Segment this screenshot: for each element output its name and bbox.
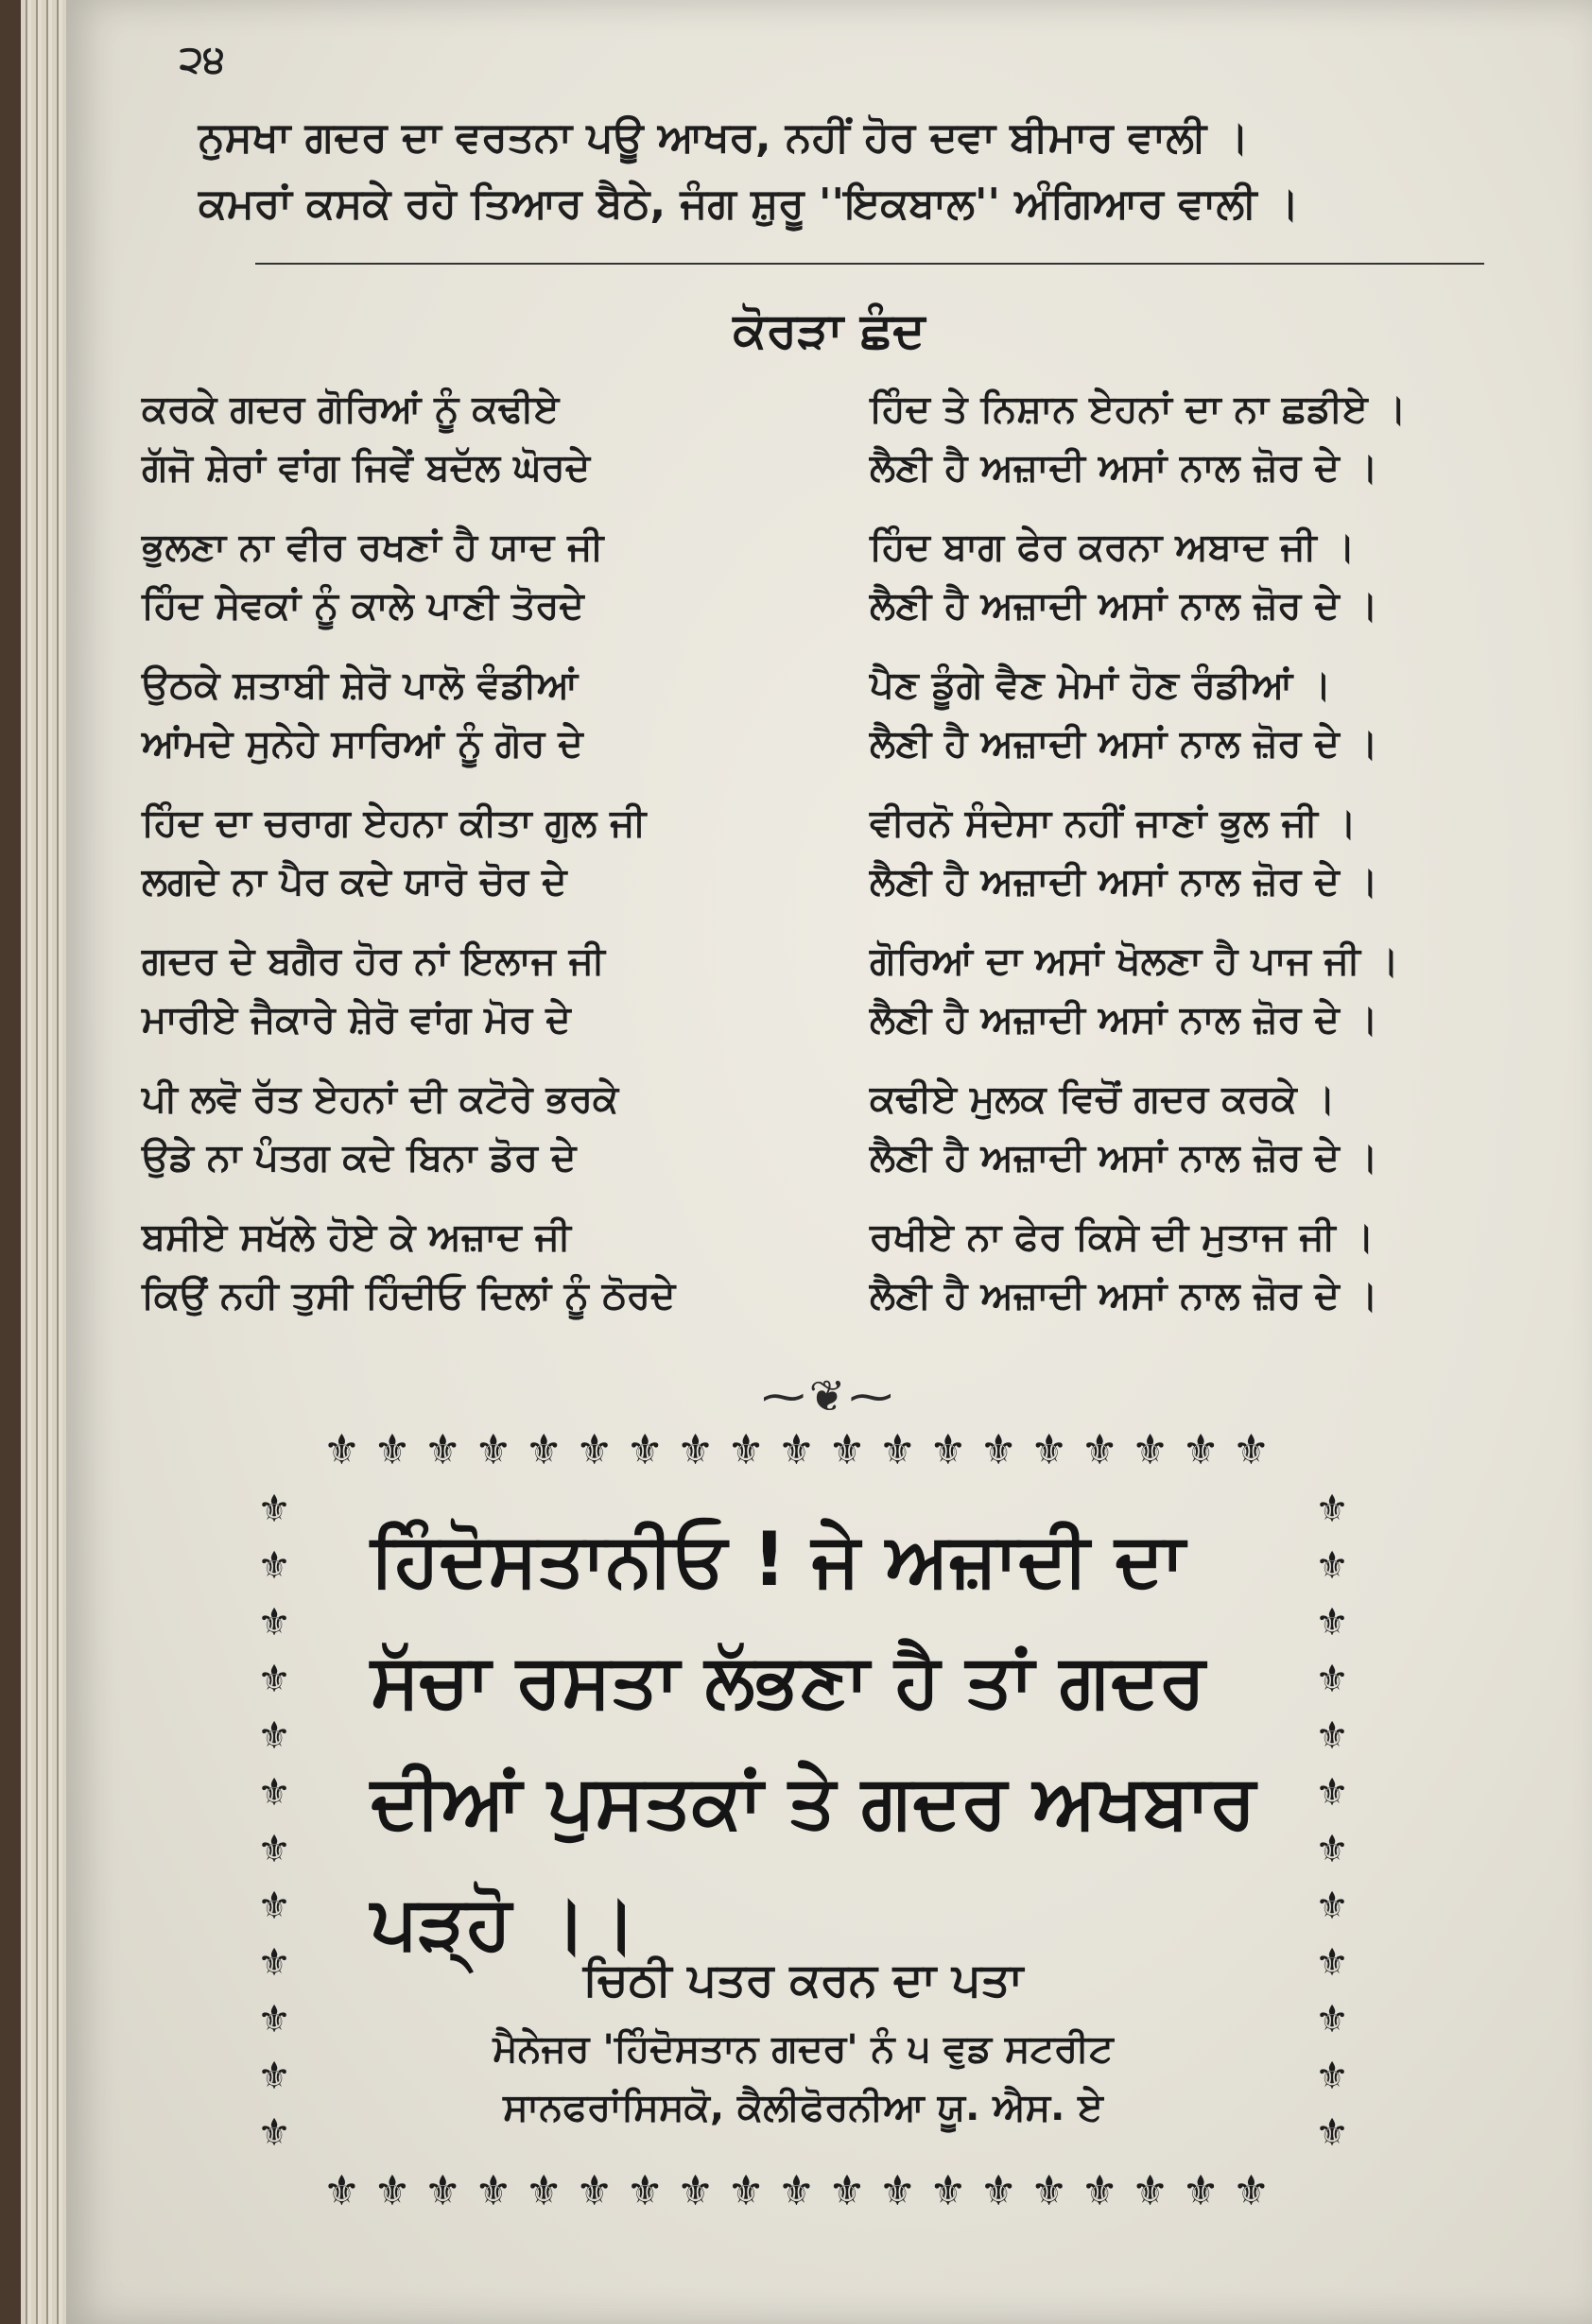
stanza-line-right: ਰਖੀਏ ਨਾ ਫੇਰ ਕਿਸੇ ਦੀ ਮੁਤਾਜ ਜੀ । bbox=[870, 1215, 1375, 1259]
stanza-line-left: ਬਸੀਏ ਸਖੱਲੇ ਹੋਏ ਕੇ ਅਜ਼ਾਦ ਜੀ bbox=[142, 1215, 571, 1259]
headline-line: ਸੱਚਾ ਰਸਤਾ ਲੱਭਣਾ ਹੈ ਤਾਂ ਗਦਰ bbox=[371, 1639, 1205, 1724]
advertisement-box bbox=[246, 1422, 1360, 2220]
fleur-de-lis-icon: ⚜⚜⚜⚜⚜⚜⚜⚜⚜⚜⚜⚜⚜⚜⚜⚜⚜⚜⚜ bbox=[322, 2167, 1284, 2215]
stanza-line-left: ਕਰਕੇ ਗਦਰ ਗੋਰਿਆਂ ਨੂੰ ਕਢੀਏ bbox=[142, 387, 560, 431]
stanza bbox=[142, 1215, 1541, 1353]
stanza-line-right: ਲੈਣੀ ਹੈ ਅਜ਼ਾਦੀ ਅਸਾਂ ਨਾਲ ਜ਼ੋਰ ਦੇ । bbox=[870, 1274, 1378, 1317]
stanza-line-left: ਉਠਕੇ ਸ਼ਤਾਬੀ ਸ਼ੇਰੋ ਪਾਲੋ ਵੰਡੀਆਂ bbox=[142, 663, 579, 707]
stanza bbox=[142, 939, 1541, 1077]
book-page bbox=[66, 0, 1592, 2324]
contact-address-line: ਸਾਨਫਰਾਂਸਿਸਕੋ, ਕੈਲੀਫੋਰਨੀਆ ਯੂ. ਐਸ. ਏ bbox=[503, 2086, 1103, 2129]
stanza-line-right: ਲੈਣੀ ਹੈ ਅਜ਼ਾਦੀ ਅਸਾਂ ਨਾਲ ਜ਼ੋਰ ਦੇ । bbox=[870, 998, 1378, 1041]
stanza-line-right: ਹਿੰਦ ਤੇ ਨਿਸ਼ਾਨ ਏਹਨਾਂ ਦਾ ਨਾ ਛਡੀਏ । bbox=[870, 387, 1407, 431]
fleur-de-lis-icon: ⚜ ⚜ ⚜ ⚜ ⚜ ⚜ ⚜ ⚜ ⚜ ⚜ ⚜ ⚜ bbox=[1315, 1488, 1349, 2155]
contact-address-line: ਮੈਨੇਜਰ 'ਹਿੰਦੋਸਤਾਨ ਗਦਰ' ਨੰ ੫ ਵੁਡ ਸਟਰੀਟ bbox=[493, 2027, 1114, 2071]
stanza-line-right: ਲੈਣੀ ਹੈ ਅਜ਼ਾਦੀ ਅਸਾਂ ਨਾਲ ਜ਼ੋਰ ਦੇ । bbox=[870, 446, 1378, 490]
stanza-line-right: ਲੈਣੀ ਹੈ ਅਜ਼ਾਦੀ ਅਸਾਂ ਨਾਲ ਜ਼ੋਰ ਦੇ । bbox=[870, 584, 1378, 628]
stanza-line-left: ਹਿੰਦ ਦਾ ਚਰਾਗ ਏਹਨਾ ਕੀਤਾ ਗੁਲ ਜੀ bbox=[142, 801, 647, 845]
stanza-line-left: ਉਡੇ ਨਾ ਪੰਤਗ ਕਦੇ ਬਿਨਾ ਡੋਰ ਦੇ bbox=[142, 1136, 577, 1179]
stanza-line-right: ਪੈਣ ਡੂੰਗੇ ਵੈਣ ਮੇਮਾਂ ਹੋਣ ਰੰਡੀਆਂ । bbox=[870, 663, 1332, 707]
stanza-line-right: ਲੈਣੀ ਹੈ ਅਜ਼ਾਦੀ ਅਸਾਂ ਨਾਲ ਜ਼ੋਰ ਦੇ । bbox=[870, 860, 1378, 904]
stanza-line-right: ਵੀਰਨੋ ਸੰਦੇਸਾ ਨਹੀਂ ਜਾਣਾਂ ਭੁਲ ਜੀ । bbox=[870, 801, 1357, 845]
advertisement-headline bbox=[371, 1500, 1316, 1984]
stanza bbox=[142, 663, 1541, 801]
stanza-line-right: ਹਿੰਦ ਬਾਗ ਫੇਰ ਕਰਨਾ ਅਬਾਦ ਜੀ । bbox=[870, 525, 1356, 569]
top-verse-line-2: ਕਮਰਾਂ ਕਸਕੇ ਰਹੋ ਤਿਆਰ ਬੈਠੇ, ਜੰਗ ਸ਼ੁਰੂ ''ਇਕਬਾਲ'' ਅੰਗਿਆਰ ਵਾਲੀ । bbox=[199, 180, 1300, 228]
stanza bbox=[142, 387, 1541, 525]
stanza-line-left: ਲਗਦੇ ਨਾ ਪੈਰ ਕਦੇ ਯਾਰੋ ਚੋਰ ਦੇ bbox=[142, 860, 567, 904]
stanza-line-left: ਭੁਲਣਾ ਨਾ ਵੀਰ ਰਖਣਾਂ ਹੈ ਯਾਦ ਜੀ bbox=[142, 525, 604, 569]
stanza bbox=[142, 801, 1541, 939]
headline-line: ਪੜ੍ਹੋ ।। bbox=[371, 1881, 637, 1966]
stanza-line-right: ਲੈਣੀ ਹੈ ਅਜ਼ਾਦੀ ਅਸਾਂ ਨਾਲ ਜ਼ੋਰ ਦੇ । bbox=[870, 1136, 1378, 1179]
stanza-line-right: ਗੋਰਿਆਂ ਦਾ ਅਸਾਂ ਖੋਲਣਾ ਹੈ ਪਾਜ ਜੀ । bbox=[870, 939, 1399, 983]
stanza-line-left: ਗਦਰ ਦੇ ਬਗੈਰ ਹੋਰ ਨਾਂ ਇਲਾਜ ਜੀ bbox=[142, 939, 605, 983]
stanza-line-left: ਪੀ ਲਵੋ ਰੱਤ ਏਹਨਾਂ ਦੀ ਕਟੋਰੇ ਭਰਕੇ bbox=[142, 1077, 619, 1121]
stanza-line-left: ਗੱਜੋ ਸ਼ੇਰਾਂ ਵਾਂਗ ਜਿਵੇਂ ਬਦੱਲ ਘੋਰਦੇ bbox=[142, 446, 591, 490]
stanza-line-left: ਹਿੰਦ ਸੇਵਕਾਂ ਨੂੰ ਕਾਲੇ ਪਾਣੀ ਤੋਰਦੇ bbox=[142, 584, 584, 628]
flourish-ornament-icon: ⁓❦⁓ bbox=[761, 1370, 897, 1421]
stanza-line-left: ਆਂਮਦੇ ਸੁਨੇਹੇ ਸਾਰਿਆਂ ਨੂੰ ਗੋਰ ਦੇ bbox=[142, 722, 583, 766]
page-number: ੨੪ bbox=[180, 38, 225, 81]
stanza-line-left: ਕਿਉਂ ਨਹੀ ਤੁਸੀ ਹਿੰਦੀਓ ਦਿਲਾਂ ਨੂੰ ਠੋਰਦੇ bbox=[142, 1274, 676, 1317]
fleur-de-lis-icon: ⚜⚜⚜⚜⚜⚜⚜⚜⚜⚜⚜⚜⚜⚜⚜⚜⚜⚜⚜ bbox=[322, 1426, 1284, 1474]
fleur-de-lis-icon: ⚜ ⚜ ⚜ ⚜ ⚜ ⚜ ⚜ ⚜ ⚜ ⚜ ⚜ ⚜ bbox=[257, 1488, 291, 2155]
stanza bbox=[142, 1077, 1541, 1215]
contact-title: ਚਿਠੀ ਪਤਰ ਕਰਨ ਦਾ ਪਤਾ bbox=[582, 1954, 1024, 2006]
horizontal-rule bbox=[255, 263, 1484, 265]
stanza-line-left: ਮਾਰੀਏ ਜੈਕਾਰੇ ਸ਼ੇਰੋ ਵਾਂਗ ਮੋਰ ਦੇ bbox=[142, 998, 571, 1041]
section-title: ਕੋਰੜਾ ਛੰਦ bbox=[733, 302, 926, 359]
stanza-line-right: ਲੈਣੀ ਹੈ ਅਜ਼ਾਦੀ ਅਸਾਂ ਨਾਲ ਜ਼ੋਰ ਦੇ । bbox=[870, 722, 1378, 766]
stanza-line-right: ਕਢੀਏ ਮੁਲਕ ਵਿਚੋਂ ਗਦਰ ਕਰਕੇ । bbox=[870, 1077, 1336, 1121]
headline-line: ਹਿੰਦੋਸਤਾਨੀਓ ! ਜੇ ਅਜ਼ਾਦੀ ਦਾ bbox=[371, 1518, 1185, 1603]
top-verse-line-1: ਨੁਸਖਾ ਗਦਰ ਦਾ ਵਰਤਨਾ ਪਊ ਆਖਰ, ਨਹੀਂ ਹੋਰ ਦਵਾ ਬੀਮਾਰ ਵਾਲੀ । bbox=[199, 113, 1250, 162]
headline-line: ਦੀਆਂ ਪੁਸਤਕਾਂ ਤੇ ਗਦਰ ਅਖਬਾਰ bbox=[371, 1760, 1256, 1845]
poem-stanzas bbox=[142, 387, 1541, 1353]
stanza bbox=[142, 525, 1541, 663]
